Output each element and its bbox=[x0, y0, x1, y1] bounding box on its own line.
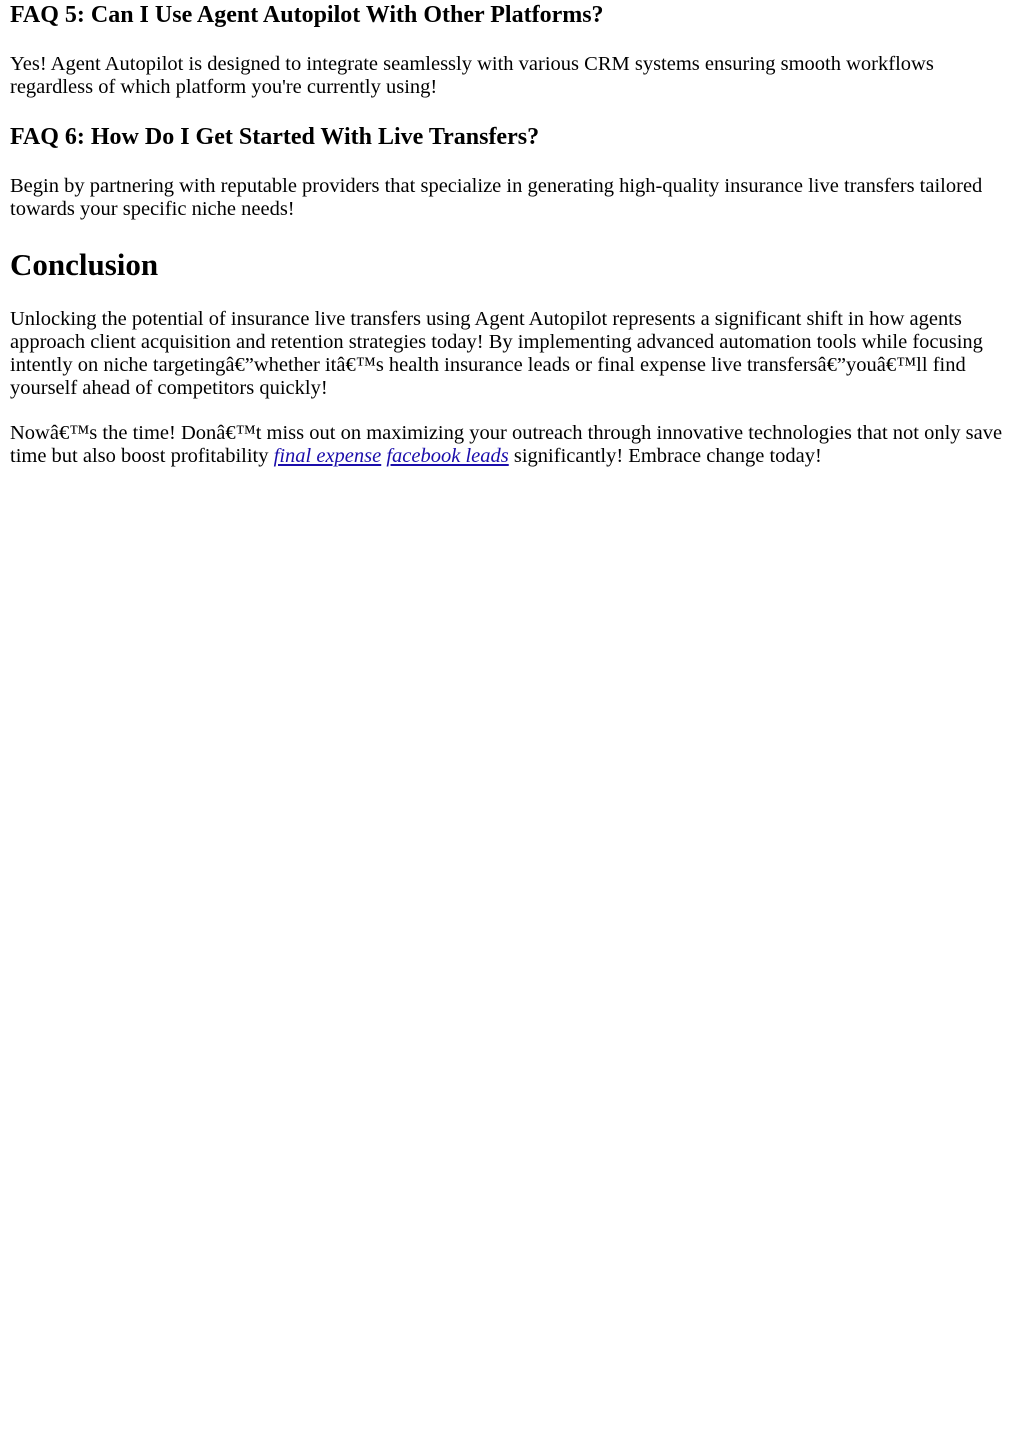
conclusion-paragraph-2 bbox=[10, 422, 1020, 468]
conclusion-paragraph-2-text-after: significantly! Embrace change today! bbox=[508, 445, 822, 467]
faq5-answer: Yes! Agent Autopilot is designed to integrate seamlessly with various CRM systems ensuring smooth workflows regardless of which platform you're currently using! bbox=[10, 53, 934, 98]
conclusion-heading: Conclusion bbox=[10, 247, 159, 282]
final-expense-link[interactable]: final expense bbox=[273, 445, 382, 467]
conclusion-paragraph-1: Unlocking the potential of insurance live transfers using Agent Autopilot represents a significant shift in how agents approach client acquisition and retention strategies today! By implementing advanced automation tools while focusing intently on niche targetingâ€”whether itâ€™s health insurance leads or final expense live transfersâ€”youâ€™ll find yourself ahead of competitors quickly! bbox=[10, 308, 983, 399]
conclusion-paragraph-2-text-before: Nowâ€™s the time! Donâ€™t miss out on maximizing your outreach through innovative technologies that not only save time but also boost profitability bbox=[10, 422, 1003, 467]
faq5-heading: FAQ 5: Can I Use Agent Autopilot With Other Platforms? bbox=[10, 2, 604, 28]
facebook-leads-link[interactable]: facebook leads bbox=[386, 445, 509, 467]
faq6-answer: Begin by partnering with reputable providers that specialize in generating high-quality insurance live transfers tailored towards your specific niche needs! bbox=[10, 175, 983, 220]
faq6-heading: FAQ 6: How Do I Get Started With Live Transfers? bbox=[10, 124, 540, 150]
